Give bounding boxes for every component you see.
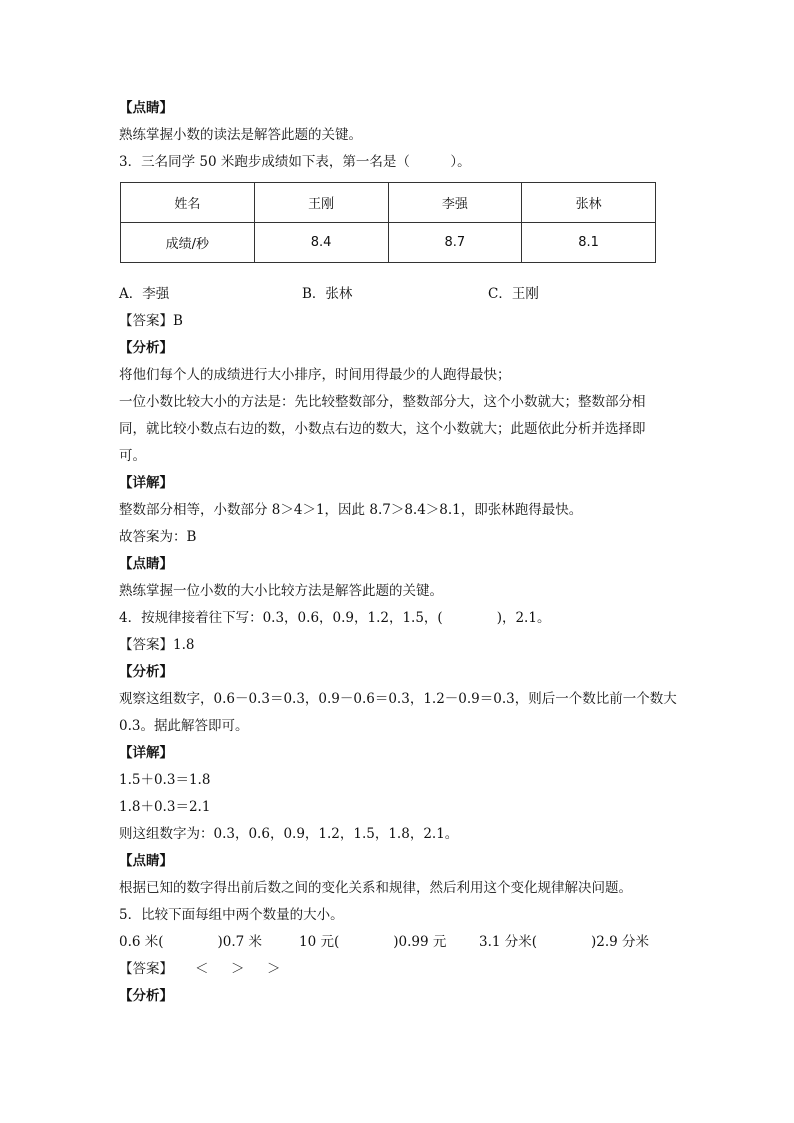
answer-symbol: ＜: [195, 961, 209, 977]
question-3-options: [119, 281, 679, 308]
table-cell: 8.4: [254, 223, 388, 263]
table-cell: 8.1: [522, 223, 656, 263]
xiangjie-text: 整数部分相等，小数部分 8＞4＞1，因此 8.7＞8.4＞8.1，即张林跑得最快。: [119, 502, 583, 518]
answer-symbol: ＞: [267, 961, 281, 977]
table-cell: 8.7: [388, 223, 522, 263]
dianjing-heading: 【点睛】: [119, 100, 173, 116]
table-cell: 姓名: [121, 183, 255, 223]
answer-label: 【答案】: [119, 961, 173, 977]
xiangjie-text: 则这组数字为：0.3，0.6，0.9，1.2，1.5，1.8，2.1。: [119, 826, 459, 842]
answer-3: 【答案】B: [119, 313, 183, 329]
fenxi-text: 可。: [119, 448, 146, 464]
fenxi-text: 将他们每个人的成绩进行大小排序，时间用得最少的人跑得最快；: [119, 367, 511, 383]
fenxi-heading: 【分析】: [119, 340, 173, 356]
question-4: 4．按规律接着往下写：0.3，0.6，0.9，1.2，1.5，( )，2.1。: [119, 610, 551, 626]
compare-item: 0.6 米( )0.7 米: [119, 934, 263, 950]
dianjing-text: 根据已知的数字得出前后数之间的变化关系和规律，然后利用这个变化规律解决问题。: [119, 880, 632, 896]
dianjing-text: 熟练掌握一位小数的大小比较方法是解答此题的关键。: [119, 583, 443, 599]
compare-item: 3.1 分米( )2.9 分米: [479, 934, 650, 950]
answer-symbol: ＞: [231, 961, 245, 977]
answer-4: 【答案】1.8: [119, 637, 195, 653]
fenxi-text: 观察这组数字，0.6－0.3＝0.3，0.9－0.6＝0.3，1.2－0.9＝0.3，则后一个数比前一个数大: [119, 691, 677, 707]
xiangjie-text: 故答案为：B: [119, 529, 197, 545]
dianjing-text: 熟练掌握小数的读法是解答此题的关键。: [119, 127, 362, 143]
question-5: 5．比较下面每组中两个数量的大小。: [119, 907, 344, 923]
option-b: B．张林: [302, 286, 353, 302]
table-row: [121, 223, 656, 263]
fenxi-text: 0.3。据此解答即可。: [119, 718, 249, 734]
option-a: A．李强: [119, 286, 170, 302]
question-3: 3．三名同学 50 米跑步成绩如下表，第一名是（ ）。: [119, 154, 471, 170]
option-c: C．王刚: [488, 286, 539, 302]
table-header-row: [121, 183, 656, 223]
table-cell: 成绩/秒: [121, 223, 255, 263]
fenxi-text: 一位小数比较大小的方法是：先比较整数部分，整数部分大，这个小数就大；整数部分相: [119, 394, 646, 410]
compare-item: 10 元( )0.99 元: [299, 934, 447, 950]
document-page: [119, 95, 679, 1010]
table-cell: 王刚: [254, 183, 388, 223]
xiangjie-text: 1.5＋0.3＝1.8: [119, 772, 211, 788]
xiangjie-heading: 【详解】: [119, 745, 173, 761]
answer-5: [119, 956, 679, 983]
table-cell: 李强: [388, 183, 522, 223]
xiangjie-heading: 【详解】: [119, 475, 173, 491]
fenxi-text: 同，就比较小数点右边的数，小数点右边的数大，这个小数就大；此题依此分析并选择即: [119, 421, 646, 437]
table-cell: 张林: [522, 183, 656, 223]
dianjing-heading: 【点睛】: [119, 853, 173, 869]
score-table: [120, 182, 656, 263]
question-5-items: [119, 929, 679, 956]
xiangjie-text: 1.8＋0.3＝2.1: [119, 799, 211, 815]
dianjing-heading: 【点睛】: [119, 556, 173, 572]
fenxi-heading: 【分析】: [119, 664, 173, 680]
fenxi-heading: 【分析】: [119, 988, 173, 1004]
